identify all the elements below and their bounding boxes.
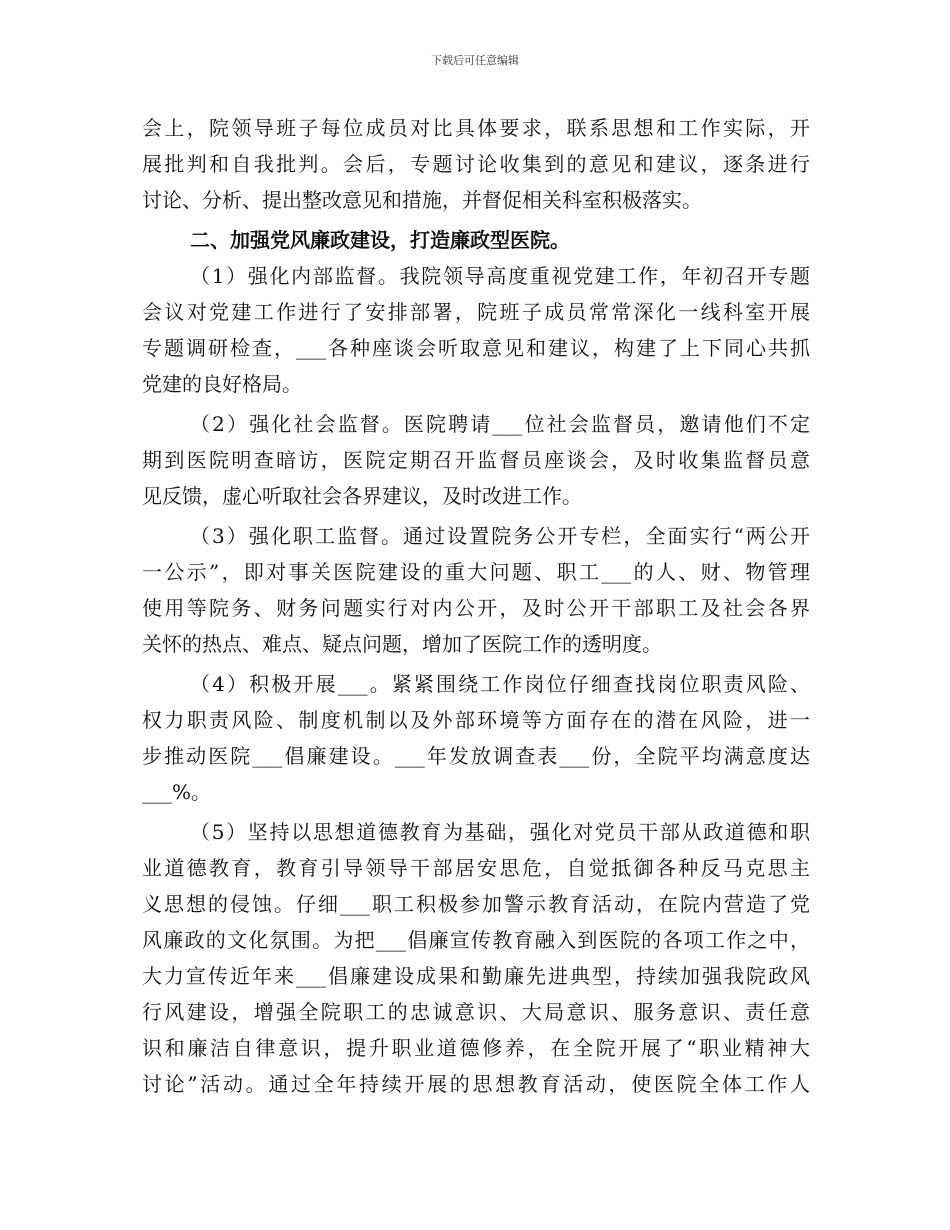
paragraph-line: （4）积极开展___。紧紧围绕工作岗位仔细查找岗位职责风险、 [190, 672, 810, 696]
paragraph-line: 步推动医院___倡廉建设。___年发放调查表___份，全院平均满意度达 [142, 744, 810, 768]
paragraph-line: 风廉政的文化氛围。为把___倡廉宣传教育融入到医院的各项工作之中， [142, 928, 810, 952]
paragraph-line: 大力宣传近年来___倡廉建设成果和勤廉先进典型，持续加强我院政风 [142, 964, 810, 988]
paragraph-line: （1）强化内部监督。我院领导高度重视党建工作，年初召开专题 [190, 264, 810, 288]
paragraph-line: 义思想的侵蚀。仔细___职工积极参加警示教育活动，在院内营造了党 [142, 892, 810, 916]
paragraph-line: 会上，院领导班子每位成员对比具体要求，联系思想和工作实际，开 [142, 116, 810, 140]
paragraph-line: 识和廉洁自律意识，提升职业道德修养，在全院开展了“职业精神大 [142, 1036, 810, 1060]
paragraph-line: 行风建设，增强全院职工的忠诚意识、大局意识、服务意识、责任意 [142, 1000, 810, 1024]
paragraph-line: 关怀的热点、难点、疑点问题，增加了医院工作的透明度。 [142, 632, 662, 656]
paragraph-line: 见反馈，虚心听取社会各界建议，及时改进工作。 [142, 484, 582, 508]
paragraph-line: 专题调研检查，___各种座谈会听取意见和建议，构建了上下同心共抓 [142, 336, 810, 360]
paragraph-line: （3）强化职工监督。通过设置院务公开专栏，全面实行“两公开 [190, 524, 810, 548]
paragraph-line: ___%。 [142, 780, 212, 804]
paragraph-line: 展批判和自我批判。会后，专题讨论收集到的意见和建议，逐条进行 [142, 152, 810, 176]
page-header: 下载后可任意编辑 [431, 54, 519, 67]
paragraph-line: 讨论”活动。通过全年持续开展的思想教育活动，使医院全体工作人 [142, 1072, 810, 1096]
section-heading: 二、加强党风廉政建设，打造廉政型医院。 [190, 228, 570, 252]
paragraph-line: 讨论、分析、提出整改意见和措施，并督促相关科室积极落实。 [142, 188, 702, 212]
paragraph-line: 一公示”，即对事关医院建设的重大问题、职工___的人、财、物管理 [142, 560, 810, 584]
paragraph-line: 业道德教育，教育引导领导干部居安思危，自觉抵御各种反马克思主 [142, 856, 810, 880]
paragraph-line: 期到医院明查暗访，医院定期召开监督员座谈会，及时收集监督员意 [142, 448, 810, 472]
paragraph-line: 权力职责风险、制度机制以及外部环境等方面存在的潜在风险，进一 [142, 708, 810, 732]
paragraph-line: 会议对党建工作进行了安排部署，院班子成员常常深化一线科室开展 [142, 300, 810, 324]
paragraph-line: （2）强化社会监督。医院聘请___位社会监督员，邀请他们不定 [190, 412, 810, 436]
paragraph-line: 党建的良好格局。 [142, 372, 302, 396]
paragraph-line: 使用等院务、财务问题实行对内公开，及时公开干部职工及社会各界 [142, 596, 810, 620]
paragraph-line: （5）坚持以思想道德教育为基础，强化对党员干部从政道德和职 [190, 820, 810, 844]
